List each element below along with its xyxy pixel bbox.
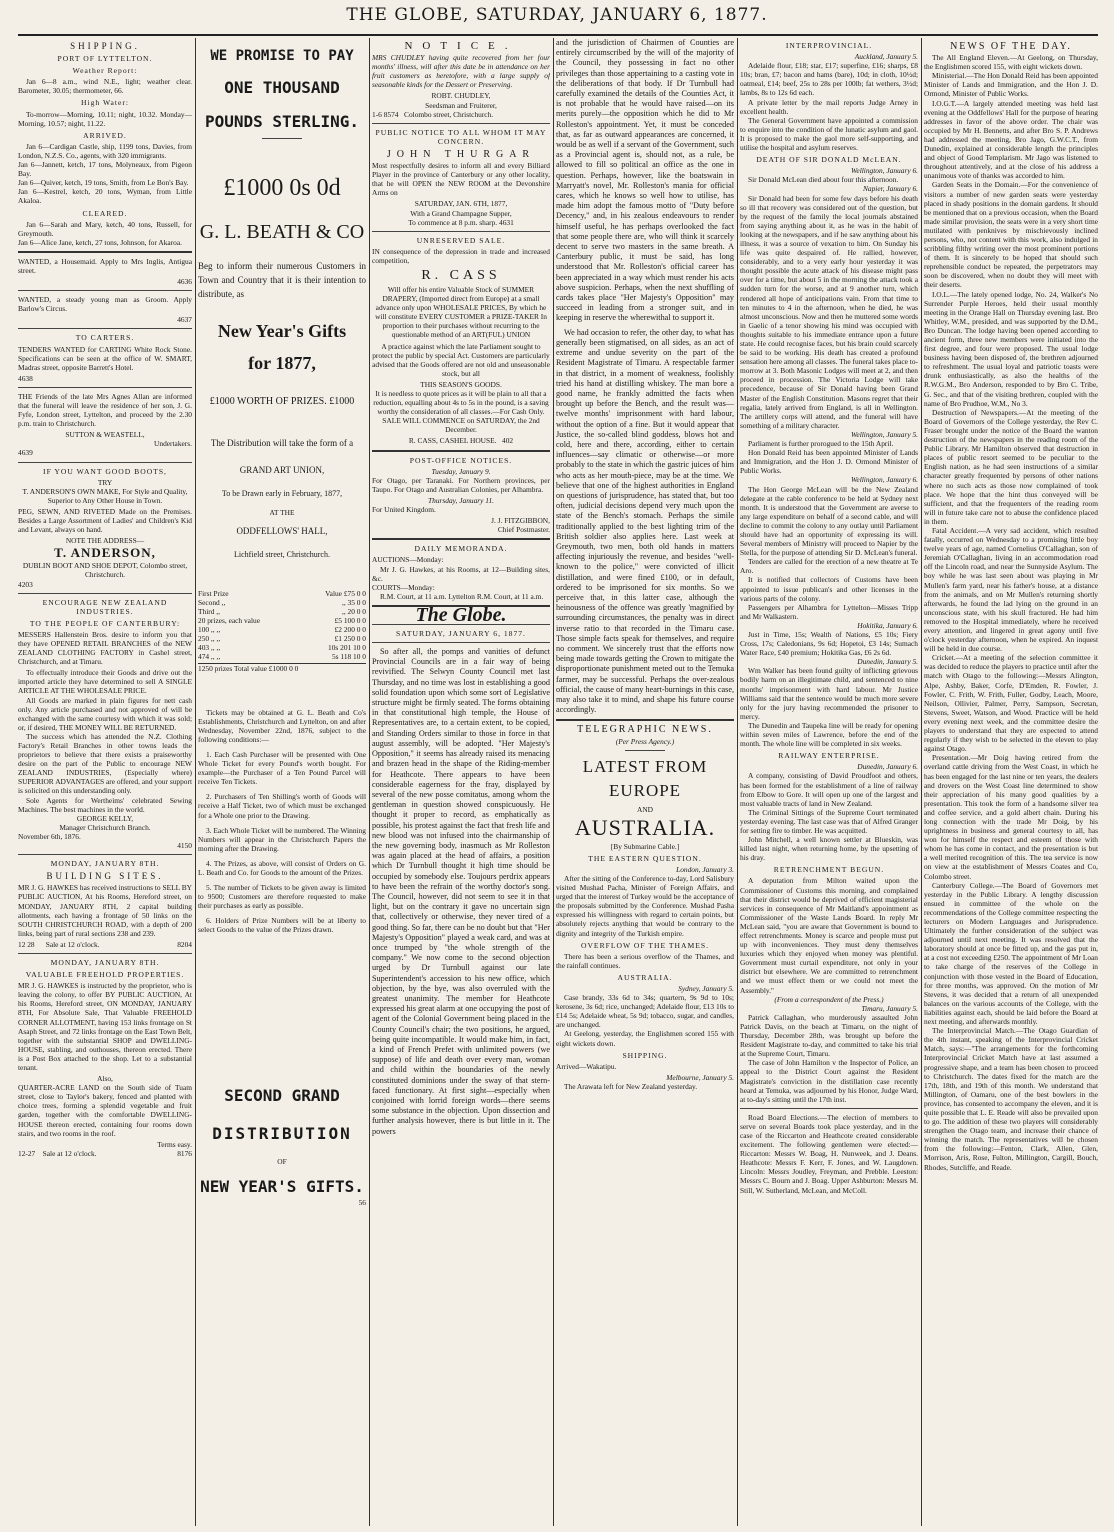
news-item: Garden Seats in the Domain.—For the convenience of visitors a number of new garden seats were yesterday placed in shady positions in the domain gardens. It should be mentioned that on a previous occasion, when the Board made similar provision, the seats were in a very short time mutilated with penknives by mischievously inclined persons, who, not content with this work, also indulged in scribbling filthy writing over the most prominent portions of them. It is sincerely to be hoped that should such reprehensible conduct be repeated, the perpetrators may soon be discovered, when no doubt they will meet with their deserts. bbox=[924, 180, 1098, 290]
cass-season: THIS SEASON'S GOODS. bbox=[420, 379, 502, 389]
freehold-heading: VALUABLE FREEHOLD PROPERTIES. bbox=[25, 970, 185, 980]
cleared-heading: CLEARED. bbox=[82, 208, 128, 218]
freehold-terms: Terms easy. bbox=[157, 1139, 192, 1149]
railway-date: Dunedin, January 6. bbox=[857, 762, 918, 772]
freehold-ad-2: QUARTER-ACRE LAND on the South side of Tuam street, close to Taylor's bakery, fenced and planted with choice trees, forming a splendid vegetable and fruit garden, together with the comfortable DWELLING-HOUSE thereon erected, containing four rooms down stairs, and two rooms in the roof. bbox=[18, 1083, 192, 1138]
melbourne-date: Melbourne, January 5. bbox=[666, 1072, 734, 1082]
postmaster-title: Chief Postmaster. bbox=[497, 525, 550, 535]
railway-heading: RAILWAY ENTERPRISE. bbox=[778, 751, 880, 761]
funeral-notice: THE Friends of the late Mrs Agnes Allan are informed that the funeral will leave the residence of her son, J. G. Fyfe, London street, Lyttelton, and proceed by the 2.30 p.m. train to Christchurch. bbox=[18, 391, 192, 429]
column-4 bbox=[556, 38, 734, 1526]
latest-title: LATEST FROM EUROPE bbox=[582, 756, 708, 800]
telegraphic-heading: TELEGRAPHIC NEWS. bbox=[577, 724, 713, 736]
news-item: I.O.G.T.—A largely attended meeting was held last evening at the Oddfellows' Hall for the purpose of hearing addresses in favor of the above order. The chair was occupied by Mr H. Bennetts, and after Bro S. P. Andrews had addressed the meeting, Bro Jago, G.W.C.T., from Dunedin, explained at considerable length the principles and object of Good Templarism. Mr Jago was listened to throughout attentively, and at the close of his address a unanimous vote of thanks was accorded to him. bbox=[924, 98, 1098, 181]
prize-value: 5s 118 10 0 bbox=[331, 652, 366, 662]
retrenchment-heading: RETRENCHMENT BEGUN. bbox=[773, 865, 885, 875]
prize-row bbox=[198, 643, 366, 652]
freehold-ad: MR J. G. HAWKES is instructed by the proprietor, who is leaving the colony, to offer BY PUBLIC AUCTION, At his Rooms, Hereford street, ON MONDAY, JANUARY 8TH, For Absolute Sale, That Valuable FREEHOLD CORNER ALLOTMENT, having 153 links frontage on St Asaph Street, and 72 links frontage on the East Town Belt, together with the substantial SHOP and DWELLING-HOUSE, stabling, and outhouses, thereon erected. There is a Post Box attached to the shop. Let to a substantial tenant. bbox=[18, 981, 192, 1072]
conditions-intro: Tickets may be obtained at G. L. Beath and Co's Establishments, Christchurch and Lyttelton, on and after Wednesday, November 22nd, 1876, subject to the following conditions:— bbox=[198, 707, 366, 744]
mclean-text: Sir Donald McLean died about four this afternoon. bbox=[748, 175, 899, 185]
hall-street: Lichfield street, Christchurch. bbox=[234, 550, 330, 560]
notice-heading: NOTICE. bbox=[404, 40, 518, 52]
column-5 bbox=[740, 38, 918, 1526]
prize-value: Value £75 0 0 bbox=[325, 589, 366, 599]
prize-value: ,, 20 0 0 bbox=[341, 607, 366, 617]
firm-name: G. L. BEATH & CO bbox=[199, 221, 365, 243]
eastern-heading: THE EASTERN QUESTION. bbox=[588, 853, 702, 863]
unreserved-heading: UNRESERVED SALE. bbox=[416, 235, 506, 245]
weather-heading: Weather Report: bbox=[72, 66, 138, 76]
amount: £1000 0s 0d bbox=[223, 175, 341, 201]
timaru-text-2: The case of John Hamilton v the Inspector of Police, an appeal to the District Court against the Resident Magistrate's conviction in the distillation case recently heard at Temuka, was adjourned by his Honor, Judge Ward, at to-day's sitting until the 17th inst. bbox=[740, 1058, 918, 1104]
prize-row bbox=[198, 607, 366, 616]
daily-auctions-text: Mr J. G. Hawkes, at his Rooms, at 12—Building sites, &c. bbox=[372, 564, 550, 583]
geelong-text: At Geelong, yesterday, the Englishmen scored 155 with eight wickets down. bbox=[556, 1029, 734, 1048]
boots-try: TRY bbox=[97, 477, 113, 487]
column-3 bbox=[372, 38, 550, 1526]
drawn-date: To be Drawn early in February, 1877, bbox=[221, 489, 343, 499]
leader-article: So after all, the pomps and vanities of defunct Provincial Councils are in a fair way of being revivified. The Selwyn County Council met last Thursday, and no time was lost in establishing a good solid foundation upon which some sort of Legislative structure might be firmly seated. The forms obtaining in that constitutional high temple, the House of Representatives are, to a certain extent, to be copied, and Standing Orders similar to those in force in that august assembly, will be adopted. "Her Majesty's Opposition," it seems has already raised its menacing and brazen head in the shape of the Riding-member for Heathcote. There appears to have been considerable eagerness for the fray, displayed by several of the new posse comitatus, among whom the gentleman in question showed conspicuously. He thought it proper to record, as emphatically as possible, his protest against the fact that fresh life and new blood was not infused into the chairmanship of the new governing body, inasmuch as Mr Rolleston was again placed at the head of affairs, a position which Dr Turnbull thought it high time should be occupied by somebody else. Toujours perdrix appears to have been the refrain of the worthy doctor's song. The Council, however, did not seem to see it in that light, but on the contrary it gave no uncertain sign that, collectively or otherwise, they never tired of a good thing. So far, there can be no doubt but that "Her Majesty's Opposition" played a weak card, and was at once trumped by "the whole strength of the company." We now come to the second objection urged by Dr Turnbull against our late Superintendent's accession to his new office, which objection, by the bye, was also overruled with the greatest unanimity. The member for Heathcote expressed his great alarm at one occupying the post of agent of the Colonial Government being placed in the County Council's chair; the two positions, he argued, being quite incompatible. It would make him, in fact, a kind of French Prefet with unlimited powers (we suppose) of life and death over every man, woman and child within the boundaries of the newly constituted dominions under the sway of that stern-faced functionary. At first sight—especially when conjoined with lorrid foreign words—there seems some substance in the objection. Upon dissection and further analysis however, there is but little in it. The powers bbox=[372, 647, 550, 1136]
prize-row bbox=[198, 634, 366, 643]
prize-label: 250 ,, ,, bbox=[198, 634, 221, 644]
timaru-text: Patrick Callaghan, who murderously assaulted John Patrick Davis, on the beach at Timaru, on the night of Thursday, December 28th, was brought up before the Resident Magistrate to-day, and committed to take his trial at the Supreme Court, Timaru. bbox=[740, 1012, 918, 1059]
ad-number: 56 bbox=[358, 1197, 366, 1207]
wellington-text-3: The Hon George McLean will be the New Zealand delegate at the cable conference to be held at Sydney next month. It is understood that the Government are averse to any large expenditure on behalf of a second cable, and will decline to commit the colony to any outlay until Parliament should have had an opportunity of expressing its will. Several members of Ministry will proceed to Napier by the Stella, for the purpose of attending Sir D. McLean's funeral. bbox=[740, 484, 918, 558]
encourage-sign-2: Manager Christchurch Branch. bbox=[59, 822, 151, 832]
auction-date: MONDAY, JANUARY 8TH. bbox=[50, 859, 160, 869]
post-date-2: Thursday, January 11. bbox=[428, 495, 494, 505]
ad-number: 4631 bbox=[499, 217, 514, 227]
gifts-line-1: New Year's Gifts bbox=[217, 321, 347, 341]
daily-courts-text: R.M. Court, at 11 a.m. Lyttelton R.M. Court, at 11 a.m. bbox=[380, 591, 544, 601]
leader-continued: and the jurisdiction of Chairmen of Counties are entirely circumscribed by the will of the majority of the Council, they possessing in fact no other privileges than those appertaining to a casting vote in the deliberations of that body. If Dr Turnbull had carefully examined the details of the Counties Act, it is not probable that he would have raised—on its merits purely—the opposition which he did to Mr Rolleston's appointment. Yet, it must be conceded that, as far as outward appearances are concerned, it would be as well if a servant of the Government, such as a Provincial agent is, should not, as a rule, be allowed to fill so political an office as the one in question. Perhaps, however, like the boatswain in Marryatt's novel, Mr. Rolleston's mania for official cares, which he knows so well how to utilise, has made him adopt the famous motto of "Duty before Decency," and, in his zealous endeavours to render himself useful, he has perhaps overlooked the fact that some people there are, who will think it scarcely decent to serve two masters in the same breath. A Canterbury public, it must be said, has long understood that Mr. Rolleston's official career has been appreciated in a way which must render his acts above suspicion. Perhaps, when the next shuffling of cards takes place "Her Majesty's Opposition" may succeed in leading from a stronger suit, and in keeping in reserve the wherewithal to support it. bbox=[556, 38, 734, 323]
post-heading: POST-OFFICE NOTICES. bbox=[409, 455, 513, 465]
arrivals: Jan 6—Cardigan Castle, ship, 1199 tons, Davies, from London, N.Z.S. Co., agents, with 320 immigrants. Jan 6—Jannett, ketch, 17 tons, Molyneaux, from Pigeon Bay. Jan 6—Quiver, ketch, 19 tons, Smith, from Le Bon's Bay. Jan 6—Kestrel, ketch, 20 tons, Wyman, from Little Akaloa. bbox=[18, 141, 192, 206]
separator bbox=[18, 462, 192, 463]
ad-number: 4638 bbox=[18, 373, 33, 383]
prize-value: 10s 201 10 0 bbox=[328, 643, 366, 653]
auckland-text-2: A private letter by the mail reports Judge Arney in excellent health. bbox=[740, 97, 918, 116]
encourage-ad: MESSERS Hallenstein Bros. desire to inform you that they have OPENED RETAIL BRANCHES of the NEW ZEALAND CLOTHING FACTORY in Cashel street, Christchurch, and at Timaru. bbox=[18, 629, 192, 667]
prize-value: ,, 35 0 0 bbox=[341, 598, 366, 608]
napier-text: Sir Donald had been for some few days before his death so ill that recovery was considered out of the question, but by the request of the family the local journals abstained from saying anything about it, as he was in the habit of looking at the newspapers, and if he saw anything about his illness, it was a source of vexation to him. On Sunday his life was quite despaired of. He rallied, however, considerably, and to a very early hour yesterday it was thought possible the acute attack of his disease might pass over for a time, but about 5 in the morning the attack took a sudden turn for the worse, and at 9 another turn, which rendered all hope of anticipations vain. From that time to ten minutes to 4 in the afternoon, when he died, he was almost unconscious. Now and then he muttered some words in Gaelic of a tenor showing his mind was occupied with thoughts suitable to his immediate entrance upon a future state. He could recognise faces, but his brain could scarcely be said to be working. His death has created a profound sensation here among all classes. The funeral takes place to-morrow at 3. Both Masonic Lodges will meet at 2, and then proceed in procession. The Victoria Lodge will take precedence, because of Sir Donald having been Grand Master of the English Constitution. Masons regret that their regalia, lately arrived from England, is all in Wellington. The artillery corps will attend, and the funeral will have something of a military character. bbox=[740, 193, 918, 430]
masthead: THE GLOBE, SATURDAY, JANUARY 6, 1877. bbox=[346, 5, 768, 25]
separator bbox=[372, 642, 550, 643]
port-heading: PORT OF LYTTELTON. bbox=[57, 54, 153, 64]
boots-ad: T. ANDERSON'S OWN MAKE, For Style and Quality, Superior to Any Other House in Town. bbox=[22, 486, 188, 505]
cass-text-2: A practice against which the late Parliament sought to protect the public by special Act. Customers are particularly advised that the Goods offered are not old and unseasonable stock, but all bbox=[372, 341, 550, 378]
unreserved-intro: IN consequence of the depression in trade and increased competition, bbox=[372, 246, 550, 265]
prize-row bbox=[198, 598, 366, 607]
ad-number: 1-6 8574 bbox=[372, 109, 399, 119]
wellington-text-5: It is notified that collectors of Customs have been appointed to issue publican's and other licenses in the various parts of the colony. bbox=[740, 575, 918, 603]
ad-number: 4150 bbox=[177, 841, 192, 851]
gifts-line-2: for 1877, bbox=[248, 353, 316, 373]
ad-number: 4637 bbox=[177, 315, 192, 325]
separator bbox=[18, 593, 192, 594]
sydney-text: Case brandy, 33s 6d to 34s; quartern, 9s 9d to 10s; kerosene, 3s 6d; rice, unchanged; Adelaide flour, £13 10s to £14 5s; Adelaide wheat, 5s 9d; tobacco, sugar, and candles, are unchanged. bbox=[556, 993, 734, 1030]
prize-row bbox=[198, 589, 366, 598]
telegraphic-sub: (Per Press Agency.) bbox=[615, 736, 675, 746]
dunedin-text-2: The Dunedin and Taupeka line will be ready for opening within seven miles of Lawrence, before the end of the month. The whole line will be completed in six weeks. bbox=[740, 720, 918, 749]
shipping-heading: SHIPPING. bbox=[70, 41, 140, 51]
sale-time: Sale at 12 o'clock. bbox=[42, 1148, 97, 1158]
high-water-heading: High Water: bbox=[81, 98, 129, 108]
prize-row bbox=[198, 616, 366, 625]
eastern-date: London, January 3. bbox=[676, 864, 734, 874]
news-item: The All England Eleven.—At Geelong, on Thursday, the Englishmen scored 155, with eight wickets down. bbox=[924, 53, 1098, 72]
ad-number: 402 bbox=[502, 436, 514, 446]
separator bbox=[18, 290, 192, 291]
postmaster-name: J. J. FITZGIBBON, bbox=[491, 516, 550, 526]
correspondent-note: (From a correspondent of the Press.) bbox=[774, 994, 884, 1004]
condition-5: 5. The number of Tickets to be given away is limited to 9500; Customers are therefore requested to make their purchases as early as possible. bbox=[198, 883, 366, 911]
prize-table bbox=[198, 589, 366, 661]
latest-and: AND bbox=[636, 804, 653, 814]
interprovincial-heading: INTERPROVINCIAL. bbox=[785, 41, 873, 50]
wellington-date-2: Wellington, January 6. bbox=[850, 475, 918, 485]
encourage-to: TO THE PEOPLE OF CANTERBURY: bbox=[29, 618, 181, 628]
notice-sign-2: Seedsman and Fruiterer, bbox=[425, 100, 497, 110]
separator bbox=[18, 251, 192, 253]
separator bbox=[556, 719, 734, 721]
separator bbox=[372, 538, 550, 540]
encourage-heading: ENCOURAGE NEW ZEALAND INDUSTRIES. bbox=[42, 597, 168, 616]
freehold-footer bbox=[18, 1149, 192, 1158]
wellington-text: Parliament is further prorogued to the 15th April. bbox=[748, 439, 894, 449]
news-item: Fatal Accident.—A very sad accident, which resulted fatally, occurred on Wednesday to a promising little boy twelve years of age, named Cornelius O'Callaghan, son of Jeremiah O'Callaghan, living in an accommodation road off the Lincoln road, and near the Sunnyside Asylum. The boy while he was last seen about was playing in Mr Mullen's farm yard, near his father's house, at a distance from the animals, and on Mr Mullen's returning shortly afterwards, he found the lad lying on the ground in an unconscious state, with his skull fractured. He had him removed to the Hospital immediately, where he received every attention, and lingered in great agony until five o'clock yesterday afternoon, when he expired. An inquest will be held in due course. bbox=[924, 525, 1098, 654]
encourage-sign: GEORGE KELLY, bbox=[76, 813, 134, 823]
distribution-text: The Distribution will take the form of a bbox=[210, 438, 354, 448]
freehold-also: Also, bbox=[97, 1074, 113, 1084]
ad-number: 12 28 bbox=[18, 939, 35, 949]
weather-report: Jan 6—8 a.m., wind N.E., light; weather clear. Barometer, 30.05; thermometer, 66. bbox=[18, 77, 192, 96]
post-date-1: Tuesday, January 9. bbox=[431, 466, 491, 476]
auckland-text-3: The General Government have appointed a commission to enquire into the condition of the lunatic asylum and gaol. It is proposed to make the gaol more self-supporting, and utilise the hospital and asylum reserves. bbox=[740, 115, 918, 153]
wellington-text-6: Passengers per Alhambra for Lyttelton—Misses Tripp and Mr Walkastern. bbox=[740, 602, 918, 621]
prize-row bbox=[198, 652, 366, 661]
column-rule bbox=[737, 38, 738, 1526]
prize-label: 474 ,, ,, bbox=[198, 652, 221, 662]
cable-note: [By Submarine Cable.] bbox=[610, 841, 680, 851]
news-heading: NEWS OF THE DAY. bbox=[950, 41, 1072, 52]
clearances: Jan 6—Sarah and Mary, ketch, 40 tons, Russell, for Greymouth. Jan 6—Alice Jane, ketch, 27 tons, Johnson, for Akaroa. bbox=[18, 219, 192, 247]
wellington-text-4: Tenders are called for the erection of a new theatre at Te Aro. bbox=[740, 557, 918, 576]
prize-label: Third ,, bbox=[198, 607, 220, 617]
daily-courts: COURTS—Monday: bbox=[372, 582, 435, 592]
australia-heading: AUSTRALIA. bbox=[617, 972, 673, 982]
arrived-text: Arrived—Wakatipu. bbox=[556, 1061, 617, 1071]
thurgar-supper: With a Grand Champagne Supper, bbox=[410, 208, 512, 218]
worth-line: £1000 WORTH OF PRIZES. £1000 bbox=[209, 396, 355, 407]
separator bbox=[18, 387, 192, 388]
column-rule bbox=[195, 38, 196, 1526]
art-union: GRAND ART UNION, bbox=[239, 465, 325, 475]
masthead-rule bbox=[18, 34, 1098, 36]
cass-text: Will offer his entire Valuable Stock of SUMMER DRAPERY, (Imported direct from Europe) at a small advance only upon WHOLESALE PRICES, By which he will constitute EVERY CUSTOMER a PRIZE-TAKER In proportion to their purchases without recurring to the questionable method of an ART(FUL) UNION bbox=[375, 284, 547, 340]
shipping-heading: SHIPPING. bbox=[622, 1050, 668, 1060]
hokitika-text: Just in Time, 15s; Wealth of Nations, £5 10s; Fiery Cross, 17s; Caledonians, 9s 6d; Hopetoi, £3 14s; Sumach Water Race, £40 premium; Hokitika Gas, £6 2s 6d. bbox=[740, 630, 918, 658]
condition-4: 4. The Prizes, as above, will consist of Orders on G. L. Beath and Co. for Goods to the amount of the Prizes. bbox=[198, 858, 366, 877]
mclean-date: Wellington, January 6. bbox=[850, 166, 918, 176]
ad-number: 8204 bbox=[177, 939, 192, 949]
news-item: Destruction of Newspapers.—At the meeting of the Board of Governors of the College yesterday, the Rev C. Fraser brought under the notice of the Board the wanton destruction of the newspapers in the reading room of the Public Library. Mr Hamilton observed that destruction in places of public resort seemed to be peculiar to the English nation, as he had seen instructions of a similar character greatly frequented by persons of other nations where no such acts as those now complained of took place. We hope that the hint thus conveyed will be sufficient, and that the frequenters of the reading room will in future take care not to abuse the confidence placed in them. bbox=[924, 407, 1098, 526]
encourage-ad-4: The success which has attended the N.Z. Clothing Factory's Retail Branches in other towns leads the proprietors to believe that there exists a praiseworthy desire on the part of the Public to encourage NEW ZEALAND INDUSTRIES, (Especially where) SUPERIOR ADVANTAGES are offered, and your support is solicited on this understanding only. bbox=[18, 731, 192, 796]
timaru-date: Timaru, January 5. bbox=[861, 1003, 918, 1013]
prize-label: 100 ,, ,, bbox=[198, 625, 221, 635]
distribution-title: DISTRIBUTION bbox=[212, 1123, 352, 1143]
post-text-2: For United Kingdom. bbox=[372, 505, 436, 515]
ad-number: 8176 bbox=[177, 1148, 192, 1158]
thames-heading: OVERFLOW OF THE THAMES. bbox=[580, 940, 710, 950]
hokitika-date: Hokitika, January 6. bbox=[857, 620, 918, 630]
news-item: The Interprovincial Match.—The Otago Guardian of the 4th instant, speaking of the Interprovincial Cricket Match, says:—"The arrangements for the forthcoming Interprovincial Cricket Match have at last assumed a progressive shape, and a team has been chosen to proceed to Christchurch. The dates fixed for the match are the 17th, 18th, and 19th of this month. We understand that Millington, of Oamaru, one of the best bowlers in the province, has consented to accompany the eleven, and it is quite possible that L. E. Reade will also be prevailed upon to go. The addition of these two players will considerably strengthen the Otago team, and increase their chance of winning the match. The representatives will be chosen from the following:—Fenton, Clark, Allen, Glen, Morrison, Aris, Rose, Fulton, Millington, Cargill, Bouch, Rhodes, Sutcliffe, and Reade. bbox=[924, 1026, 1098, 1172]
column-rule bbox=[921, 38, 922, 1526]
wellington-date: Wellington, January 5. bbox=[850, 429, 918, 439]
mclean-heading: DEATH OF SIR DONALD McLEAN. bbox=[756, 155, 902, 165]
daily-heading: DAILY MEMORANDA. bbox=[414, 544, 508, 554]
railway-text-2: The Criminal Sittings of the Supreme Court terminated yesterday evening. The last case was that of Alfred Granger for setting fire to timber. He was acquitted. bbox=[740, 807, 918, 835]
news-item: Presentation.—Mr Doig having retired from the overland cattle driving from the West Coast, in which he has been engaged for the last nine or ten years, the dealers and drovers on the West Coast line determined to show their appreciation of his many good qualities by a presentation. This took the form of a handsome silver tea and coffee service, and a gold albert chain. During his long connection with the trade Mr Doig, by his uprightness in business and general courtesy to all, has won for himself the respect and esteem of those with whom he has come in contact, and the presentation is but a well merited recognition of this. The tea service is now on view at the establishment of Messrs Coates and Co, Colombo street. bbox=[924, 753, 1098, 881]
encourage-ad-2: To effectually introduce their Goods and drive out the imported article they have determined to sell A SINGLE ARTICLE AT THE WHOLESALE PRICE. bbox=[18, 668, 192, 696]
ad-number: 4203 bbox=[18, 579, 33, 589]
thurgar-text: Most respectfully desires to inform all and every Billiard Player in the province of Canterbury or any other locality, that he will OPEN the NEW ROOM at the Devonshire Arms on bbox=[372, 161, 550, 198]
public-notice: PUBLIC NOTICE TO ALL WHOM IT MAY CONCERN. bbox=[375, 127, 547, 146]
prize-label: Second ,, bbox=[198, 598, 226, 608]
at-the: AT THE bbox=[269, 508, 295, 518]
encourage-ad-3: All Goods are marked in plain figures for nett cash only. Any article purchased and not approved of will be exchanged with the same courtesy with which it was sold; or, if desired, THE MONEY WILL BE RETURNED. bbox=[18, 695, 192, 732]
australia-title: AUSTRALIA. bbox=[574, 814, 716, 840]
dunedin-text: Wm Walker has been found guilty of inflicting grievous bodily harm on an illegitimate child, and sentenced to nine months' imprisonment with hard labour. Mr Justice Williams said that the sentence would be much more severe only for the jury having recommended the prisoner to mercy. bbox=[740, 666, 918, 721]
boots-name: T. ANDERSON, bbox=[54, 545, 156, 561]
beg-text: Beg to inform their numerous Customers in Town and Country that it is their intention to distribute, as bbox=[198, 261, 366, 299]
news-item: I.O.L.—The lately opened lodge, No. 24, Walker's No Surrender Purple Heroes, held their usual monthly meeting in the Orange Hall on Thursday evening last. Bro Whitley, W.M., presided, and was supported by the D.M., Bro Duncan. The lodge having been opened according to ancient form, three new members were initiated into the first degree, and four were proposed. The usual lodge business having been disposed of, the brethren adjourned to refreshment. The usual loyal and patriotic toasts were drunk enthusiastically, as also the healths of the R.W.G.M., Bro Anderson, responded to by Bro C. Tribe, G. Sec., and that of the visiting brethren, coupled with the name of Bro Prudhoe, W.M., No 3. bbox=[924, 289, 1098, 408]
wanted-ad: WANTED, a steady young man as Groom. Apply Barlow's Circus. bbox=[18, 295, 192, 314]
prize-value: £1 250 0 0 bbox=[334, 634, 366, 644]
eastern-text: After the sitting of the Conference to-day, Lord Salisbury visited Mushad Pacha, Minister of Foreign Affairs, and urged that the interest of Turkey would be the acceptance of the proposals submitted by the Conference. Mushad Pasha expressed his willingness with regard to certain points, but absolutely rejects anything that would be contrary to the dignity and integrity of the Turkish empire. bbox=[556, 873, 734, 938]
road-board-text: Road Board Elections.—The election of members to serve on several Boards took place yesterday, and in the case of the Riccarton and Heathcote created considerable excitement. The following gentlemen were elected:—Riccarton: Messrs W. Boag, H. Nunweek, and J. Deans. Heathcote: Messrs F. Kerr, F. Jones, and W. Laugdown. Lincoln: Messrs Joudley, Freyman, and Prebble. Leeston: Messrs C. Bourn and J. Boag. Upper Ashburton: Messrs M. Still, W. Sutherland, McLean, and McColl. bbox=[740, 1112, 918, 1195]
notice-footer bbox=[372, 110, 550, 119]
column-rule bbox=[553, 38, 554, 1526]
sydney-date: Sydney, January 5. bbox=[678, 984, 734, 993]
column-rule bbox=[369, 38, 370, 1526]
leader-article-2: We had occasion to refer, the other day, to what has generally been stigmatised, on all sides, as an act of extreme and undue severity on the part of the Resident Magistrate of Timaru. A respectable farmer in that district, in a moment of weakness, foolishly tried his hand at distilling whiskey. The man bore a good name, he frankly admitted the facts when brought up before the Bench, and the result was—twelve months' imprisonment with hard labour, without the option of a fine. But it would appear that Justice, the so-called blind goddess, blows hot and cold, here and there, according, either to certain influences—say climatic or otherwise—or more probably to the state in which the gastric juices of him who acts as her mouth-piece, may be at the time. We believe that one of the highest authorities in England on questions of jurisprudence, has stated that, but too often, judicial decisions depend very much upon the state of the Bench's stomach. Perhaps the simile traditionally applied to the best lighting trim of the British soldier also applies here. Last week at Greymouth, two men, both old hands in matters affecting injuriously the revenue, and besides "well-known to the police," were convicted of illicit distillation, and were fined £100, or in default, ordered to be imprisoned for six months. So we perceive that, in this latter case, although the heinousness of the offence was greatly 'magnified by surrounding circumstances, the penalty was in direct inverse ratio to that recorded in the Timaru case. Those simple facts speak for themselves, and require no comment. We sincerely trust that the efforts now being made towards getting the Crown to mitigate the disproportionate punishment meted out to the Temuka farmer, may be successful. Perhaps the over-zealous official, the cause of many heart-burnings in this case, may also take it to mind, and shape his future course accordingly. bbox=[556, 327, 734, 715]
column-1 bbox=[18, 38, 192, 1526]
undertaker-title: Undertakers. bbox=[154, 439, 192, 449]
auckland-text: Adelaide flour, £18; star, £17; superfine, £16; sharps, £8 10s; bran, £7; bacon and hams (bare), 10d; in cloth, 10½d; oatmeal, £14; beef, 25s to 28s per 100lb; fat wethers, 3½d; lambs, 8s to 12s 6d each. bbox=[740, 61, 918, 98]
separator bbox=[372, 231, 550, 232]
dunedin-date: Dunedin, January 5. bbox=[857, 657, 918, 667]
prize-row bbox=[198, 625, 366, 634]
hall-name: ODDFELLOWS' HALL, bbox=[236, 526, 328, 537]
carters-heading: TO CARTERS. bbox=[75, 333, 135, 343]
news-item: Ministerial.—The Hon Donald Reid has been appointed Minister of Lands and Immigration, and the Hon J. D. Ormond, Minister of Public Works. bbox=[924, 71, 1098, 99]
notice-text: MRS CHUDLEY having quite recovered from her four months' illness, will after this date be in attendance on her fruit customers as heretofore, with a large supply of seasonable kinds for the Dessert or Preserving. bbox=[372, 53, 550, 90]
notice-address: Colombo street, Christchurch. bbox=[404, 109, 494, 119]
daily-auctions: AUCTIONS—Monday: bbox=[372, 555, 444, 565]
napier-date: Napier, January 6. bbox=[862, 184, 918, 194]
railway-text-3: John Mitchell, a well known settler at Blueskin, was killed last night, when returning home, by the upsetting of his dray. bbox=[740, 835, 918, 863]
column-2 bbox=[198, 38, 366, 1526]
auckland-date: Auckland, January 5. bbox=[854, 52, 918, 62]
globe-title: The Globe. bbox=[415, 603, 507, 626]
second-grand: SECOND GRAND bbox=[224, 1085, 340, 1105]
promise-line-1: WE PROMISE TO PAY bbox=[210, 48, 354, 64]
separator bbox=[18, 854, 192, 855]
auction-date: MONDAY, JANUARY 8TH. bbox=[50, 957, 160, 967]
retrenchment-text: A deputation from Milton waited upon the Commissioner of Customs this morning, and complained that their district would be deprived of efficient magisterial services in consequence of Mr Maitland's appointment as Commissioner of the Waste Lands Board. In reply Mr McLean said, "you are aware that Government is bound to effect retrenchments. Money is scarce and people must put up with inconveniences. They must deny themselves luxuries which they enjoyed when money was plentiful. Government must curtail expenditure, not only in your district but elsewhere. We are committed to retrenchment and we must effect them or we could not meet the Assembly." bbox=[740, 876, 918, 995]
prize-value: £2 200 0 0 bbox=[334, 625, 366, 635]
prize-label: 403 ,, ,, bbox=[198, 643, 221, 653]
melbourne-text: The Arawata left for New Zealand yesterday. bbox=[564, 1081, 698, 1091]
undertaker-name: SUTTON & WEASTELL, bbox=[65, 430, 145, 440]
thurgar-time bbox=[372, 218, 550, 227]
news-item: Cricket.—At a meeting of the selection committee it was decided to reduce the players to practice until after the match with Otago to the following:—Messrs Alington, Alpe, Ashby, Baker, Corfe, D'Emden, R. Fowler, J. Fowler, C. Frith, W. Frith, Fuller, Godby, Leach, Moore, Neilson, Ollivier, Palmer, Perry, Sampson, Secretan, Stevens, Sweet, Watson, and Wood. Practice will be held every evening next week, and the committee desire the players to understand that they are expected to attend regularly if they wish to be selected in the eleven to play against Otago. bbox=[924, 653, 1098, 754]
globe-date: SATURDAY, JANUARY 6, 1877. bbox=[396, 628, 526, 638]
prize-total: 1250 prizes Total value £1000 0 0 bbox=[198, 663, 366, 673]
thurgar-date: SATURDAY, JAN. 6TH, 1877, bbox=[414, 199, 508, 209]
railway-text: A company, consisting of David Proudfoot and others, has been formed for the establishment of a line of railway from Elbow to Gore. It will open up one of the largest and most valuable tracts of land in New Zealand. bbox=[740, 771, 918, 808]
cass-sign bbox=[372, 436, 550, 445]
condition-2: 2. Purchasers of Ten Shilling's worth of Goods will receive a Half Ticket, two of which must be exchanged for a Whole one prior to the Drawing. bbox=[198, 792, 366, 820]
ad-number: 12-27 bbox=[18, 1148, 36, 1158]
post-text-1: For Otago, per Taranaki. For Northern provinces, per Taupo. For Otago and Australian Colonies, per Alhambra. bbox=[372, 475, 550, 494]
notice-sign: ROBT. CHUDLEY, bbox=[431, 91, 491, 101]
separator bbox=[262, 138, 302, 139]
condition-6: 6. Holders of Prize Numbers will be at liberty to select Goods to the value of the Prizes drawn. bbox=[198, 916, 366, 935]
building-ad: MR J. G. HAWKES has received instructions to SELL BY PUBLIC AUCTION, At his Rooms, Hereford street, on MONDAY, JANUARY 8TH, 2 capital building allotments, each having a frontage of 50 links on the SOUTH CHRISTCHURCH ROAD, with a depth of 200 links, being part of rural sections 238 and 239. bbox=[18, 883, 192, 938]
prize-label: First Prize bbox=[198, 589, 229, 599]
prize-value: £5 100 0 0 bbox=[334, 616, 366, 626]
of-word: OF bbox=[277, 1156, 287, 1166]
thurgar-time-text: To commence at 8 p.m. sharp. bbox=[408, 217, 498, 227]
ad-number: 4636 bbox=[177, 277, 192, 287]
column-6 bbox=[924, 38, 1098, 1526]
thurgar-name: JOHN THURGAR bbox=[386, 148, 536, 160]
promise-line-2: ONE THOUSAND bbox=[224, 78, 340, 97]
encourage-date: November 6th, 1876. bbox=[18, 831, 81, 841]
building-heading: BUILDING SITES. bbox=[46, 871, 164, 882]
thames-text: There has been a serious overflow of the Thames, and the rainfall continues. bbox=[556, 951, 734, 970]
high-water: To-morrow—Morning, 10.11; night, 10.32. Monday—Morning, 10.57; night, 11.22. bbox=[18, 109, 192, 128]
encourage-ad-5: Sole Agents for Wertheims' celebrated Sewing Machines. The best machines in the world. bbox=[18, 795, 192, 814]
prize-label: 20 prizes, each value bbox=[198, 616, 260, 626]
separator bbox=[740, 1108, 918, 1109]
cass-name: R. CASS bbox=[421, 267, 501, 283]
cass-sign-text: R. CASS, CASHEL HOUSE. bbox=[408, 436, 497, 446]
sale-time: Sale at 12 o'clock. bbox=[45, 939, 100, 949]
building-footer bbox=[18, 940, 192, 949]
boots-note: NOTE THE ADDRESS— bbox=[65, 536, 145, 546]
boots-ad-2: PEG, SEWN, AND RIVETED Made on the Premises. Besides a Large Assortment of Ladies' and Children's Kid and Levant, always on hand. bbox=[18, 506, 192, 535]
promise-line-3: POUNDS STERLING. bbox=[204, 112, 360, 131]
carters-ad: TENDERS WANTED for CARTING White Rock Stone. Specifications can be seen at the office of W. SMART, Madras street, opposite Barrett's Hotel. bbox=[18, 344, 192, 372]
ad-number: 4639 bbox=[18, 448, 33, 458]
separator bbox=[372, 450, 550, 452]
boots-heading: IF YOU WANT GOOD BOOTS, bbox=[43, 466, 167, 476]
separator bbox=[18, 328, 192, 329]
boots-address: DUBLIN BOOT AND SHOE DEPOT, Colombo street, Christchurch. bbox=[22, 561, 188, 580]
separator bbox=[372, 123, 550, 124]
wanted-ad: WANTED, a Housemaid. Apply to Mrs Inglis, Antigua street. bbox=[18, 256, 192, 275]
separator bbox=[18, 953, 192, 954]
cass-text-3: It is needless to quote prices as it will be plain to all that a reduction, equalling about 4s to 5s in the pound, is a saving worthy the consideration of all classes.—For Cash Only. SALE WILL COMMENCE on SATURDAY, the 2nd December. bbox=[373, 389, 549, 435]
new-years-gifts: NEW YEAR'S GIFTS. bbox=[200, 1176, 364, 1196]
news-item: Canterbury College.—The Board of Governors met yesterday in the Public Library. A lengthy discussion ensued in committee of the whole on the recommendations of the College committee respecting the lecturers on Modern Languages and Jurisprudence. Ultimately the further consideration of the subject was adjourned until next meeting. It was resolved that the laboratory should at once be fitted up, and the gas put in, at a cost not exceeding £250. The appointment of Mr Loan to take charge of the reserves of the College in conjunction with those vested in the Board of Education, for three months, was approved. On the motion of Mr Stevens, it was decided that a return of all unexpended balances on the various accounts of the College, with the liabilities against each, should be laid before the Board at next meeting, and afterwards monthly. bbox=[924, 880, 1098, 1027]
arrived-heading: ARRIVED. bbox=[83, 130, 127, 140]
separator bbox=[625, 750, 665, 751]
condition-3: 3. Each Whole Ticket will be numbered. The Winning Numbers will appear in the Christchurch Papers the morning after the Drawing. bbox=[198, 825, 366, 853]
condition-1: 1. Each Cash Purchaser will be presented with One Whole Ticket for every Pound's worth bought. For example—the Purchaser of a Ten Pound Parcel will receive Ten Tickets. bbox=[198, 749, 366, 787]
wellington-text-2: Hon Donald Reid has been appointed Minister of Lands and Immigration, and the Hon J. D. Ormond Minister of Public Works. bbox=[740, 448, 918, 476]
